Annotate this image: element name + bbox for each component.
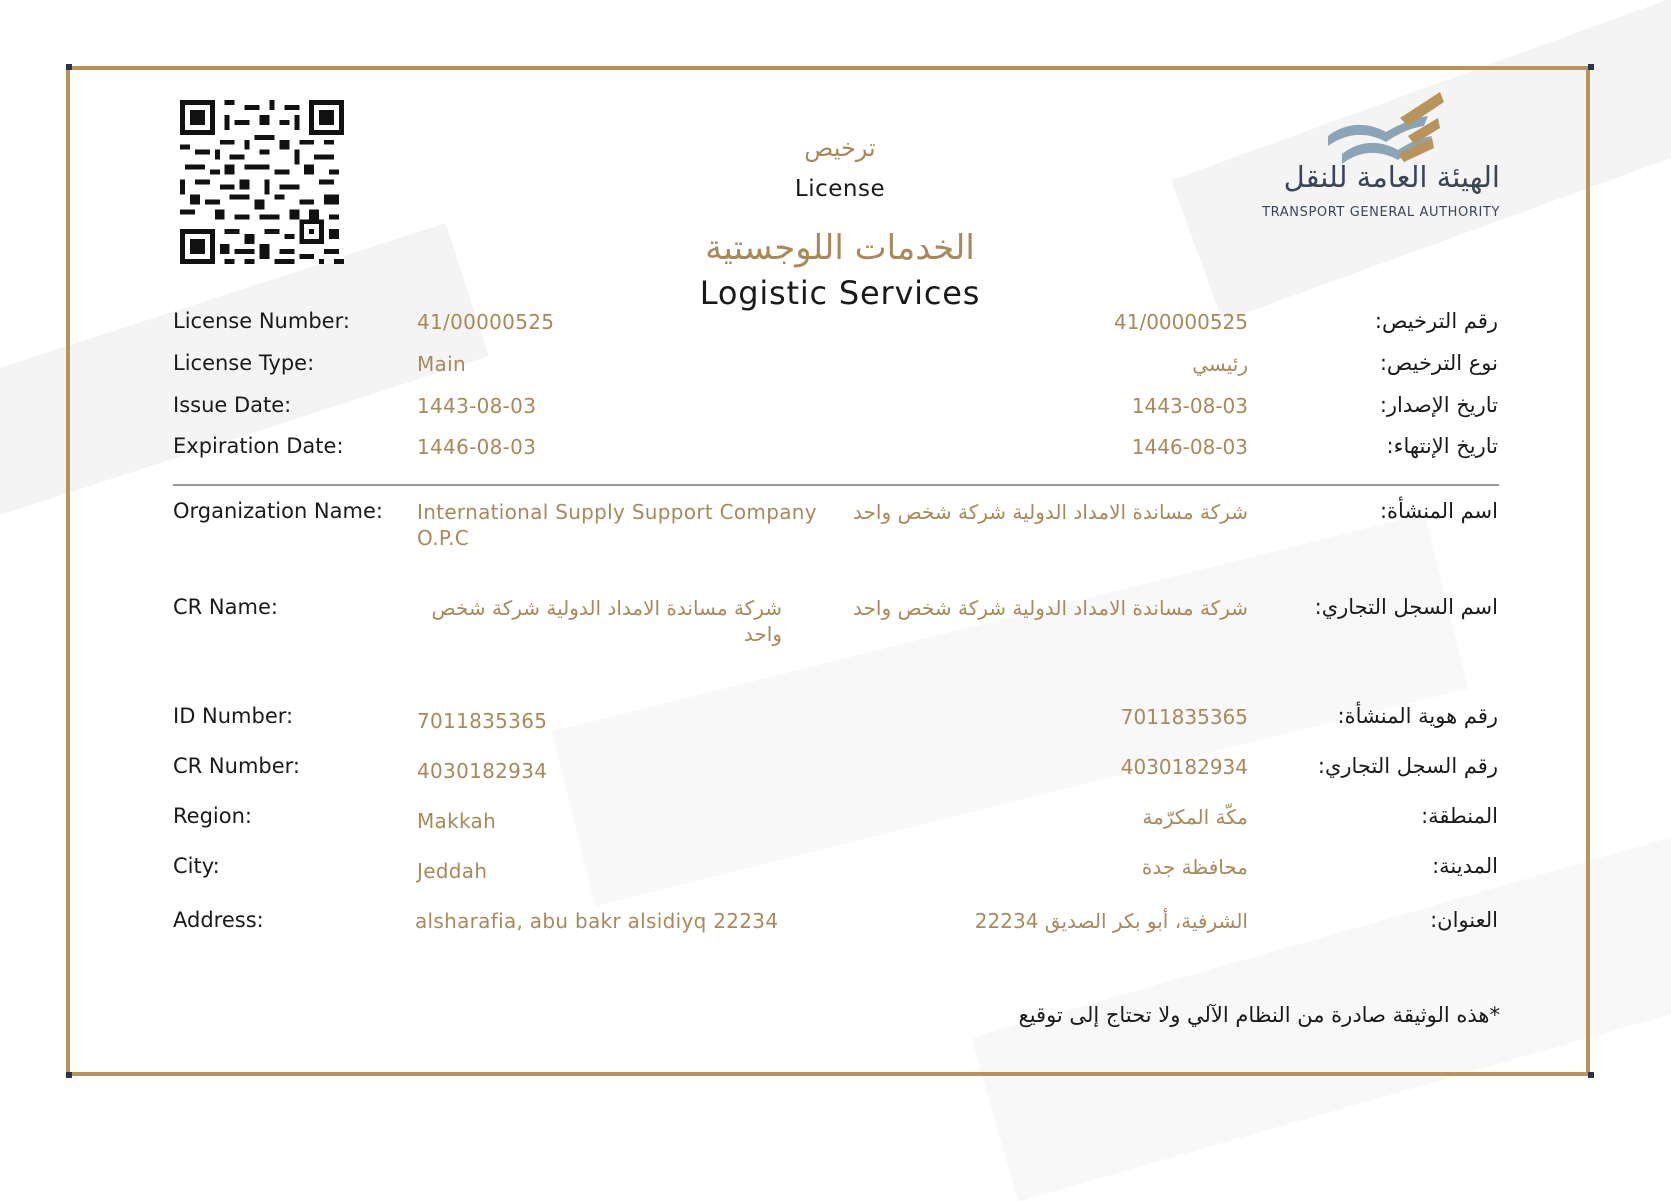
field-label-en: CR Number: bbox=[173, 754, 300, 778]
frame-corner bbox=[1588, 64, 1594, 70]
field-label-ar: اسم السجل التجاري: bbox=[1314, 595, 1498, 619]
field-label-ar: تاريخ الإنتهاء: bbox=[1386, 434, 1498, 458]
field-label-en: Organization Name: bbox=[173, 499, 383, 523]
field-value-ar: 1443-08-03 bbox=[1131, 394, 1248, 418]
organization-name-row bbox=[0, 499, 1671, 559]
field-label-ar: رقم الترخيص: bbox=[1374, 309, 1498, 333]
field-label-ar: نوع الترخيص: bbox=[1379, 351, 1498, 375]
license-title-arabic: ترخيص bbox=[804, 134, 876, 162]
field-label-en: Address: bbox=[173, 908, 264, 932]
field-value-ar: 41/00000525 bbox=[1114, 310, 1248, 334]
field-value-en: 41/00000525 bbox=[417, 310, 555, 334]
field-value-en: 7011835365 bbox=[417, 709, 548, 733]
field-label-ar: المنطقة: bbox=[1421, 804, 1498, 828]
field-value-en: Makkah bbox=[417, 809, 497, 833]
service-title-arabic: الخدمات اللوجستية bbox=[705, 228, 975, 268]
field-label-ar: رقم هوية المنشأة: bbox=[1337, 704, 1498, 728]
field-value-ar: الشرفية، أبو بكر الصديق 22234 bbox=[974, 909, 1248, 933]
field-value-ar: 7011835365 bbox=[1120, 705, 1248, 729]
field-label-en: Issue Date: bbox=[173, 393, 292, 417]
field-value-ar: 4030182934 bbox=[1120, 755, 1248, 779]
address-row bbox=[0, 908, 1671, 968]
footnote: *هذه الوثيقة صادرة من النظام الآلي ولا تحتاج إلى توقيع bbox=[1018, 1003, 1500, 1027]
field-value-en: 4030182934 bbox=[417, 759, 548, 783]
field-label-en: License Type: bbox=[173, 351, 315, 375]
authority-name-arabic: الهيئة العامة للنقل bbox=[1283, 160, 1500, 194]
field-value-en: International Supply Support Company O.P.C bbox=[417, 500, 817, 550]
cr-name-row bbox=[0, 595, 1671, 655]
field-value-ar: 1446-08-03 bbox=[1131, 435, 1248, 459]
field-label-ar: رقم السجل التجاري: bbox=[1317, 754, 1498, 778]
field-value-en: 1443-08-03 bbox=[417, 394, 537, 418]
field-label-en: Expiration Date: bbox=[173, 434, 344, 458]
authority-name-english: TRANSPORT GENERAL AUTHORITY bbox=[1262, 205, 1500, 220]
frame-corner bbox=[1588, 1072, 1594, 1078]
field-value-en: شركة مساندة الامداد الدولية شركة شخص واحد bbox=[431, 596, 782, 646]
service-title-english: Logistic Services bbox=[699, 274, 981, 312]
field-value-ar: شركة مساندة الامداد الدولية شركة شخص واحد bbox=[853, 500, 1248, 524]
field-value-ar: شركة مساندة الامداد الدولية شركة شخص واحد bbox=[853, 596, 1248, 620]
field-value-en: Main bbox=[417, 352, 466, 376]
city-row bbox=[0, 854, 1671, 914]
field-label-en: Region: bbox=[173, 804, 252, 828]
field-label-en: City: bbox=[173, 854, 220, 878]
frame-corner bbox=[66, 64, 72, 70]
field-label-ar: المدينة: bbox=[1432, 854, 1498, 878]
frame-corner bbox=[66, 1072, 72, 1078]
field-label-ar: اسم المنشأة: bbox=[1379, 499, 1498, 523]
field-label-en: ID Number: bbox=[173, 704, 294, 728]
field-value-en: Jeddah bbox=[417, 859, 488, 883]
field-label-en: CR Name: bbox=[173, 595, 278, 619]
section-divider bbox=[173, 484, 1499, 486]
field-value-ar: مكّة المكرّمة bbox=[1142, 805, 1248, 829]
field-label-ar: العنوان: bbox=[1430, 908, 1498, 932]
field-value-ar: محافظة جدة bbox=[1141, 855, 1248, 879]
license-title-english: License bbox=[794, 176, 886, 202]
field-label-ar: تاريخ الإصدار: bbox=[1379, 393, 1498, 417]
field-value-ar: رئيسي bbox=[1192, 352, 1248, 376]
qr-code-icon bbox=[180, 100, 344, 264]
field-value-en: alsharafia, abu bakr alsidiyq 22234 bbox=[415, 909, 779, 933]
field-label-en: License Number: bbox=[173, 309, 350, 333]
field-value-en: 1446-08-03 bbox=[417, 435, 537, 459]
